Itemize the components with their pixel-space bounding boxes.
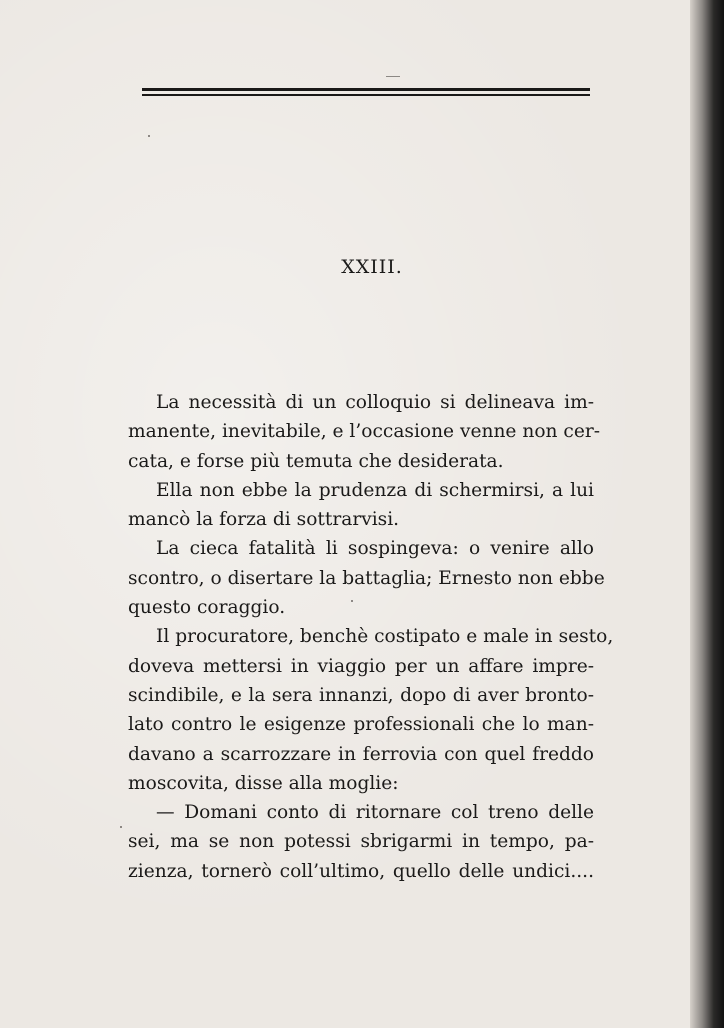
text-line: scontro, o disertare la battaglia; Ernesto non ebbe	[128, 567, 605, 589]
text-line: mancò la forza di sottrarvisi.	[128, 509, 400, 531]
text-line: La necessità di un colloquio si delineava im-	[156, 392, 594, 413]
top-rule-thick	[142, 88, 590, 91]
text-line: questo coraggio.	[128, 597, 286, 619]
top-rule-thin	[142, 94, 590, 96]
paper-speck	[148, 135, 150, 137]
text-line: moscovita, disse alla moglie:	[128, 772, 399, 794]
top-rule-tick	[386, 76, 400, 77]
text-line: Il procuratore, benchè costipato e male in sesto,	[156, 626, 614, 648]
text-line: doveva mettersi in viaggio per un affare impre-	[128, 655, 594, 677]
page-edge-shadow	[690, 0, 724, 1028]
text-line: scindibile, e la sera innanzi, dopo di aver bronto-	[128, 684, 594, 706]
text-line: cata, e forse più temuta che desiderata.	[128, 450, 504, 472]
body-text	[128, 388, 614, 886]
text-line: — Domani conto di ritornare col treno delle	[156, 802, 594, 824]
text-line: zienza, tornerò coll’ultimo, quello delle undici....	[128, 860, 594, 882]
paper-speck	[351, 600, 353, 602]
text-line: La cieca fatalità li sospingeva: o venire allo	[156, 538, 594, 560]
text-line: davano a scarrozzare in ferrovia con quel freddo	[128, 743, 594, 765]
chapter-heading: XXIII.	[341, 256, 403, 278]
text-line: lato contro le esigenze professionali che lo man-	[128, 714, 594, 736]
paper-speck	[120, 826, 122, 828]
text-line: sei, ma se non potessi sbrigarmi in tempo, pa-	[128, 831, 594, 853]
text-line: manente, inevitabile, e l’occasione venne non cer-	[128, 421, 600, 443]
text-line: Ella non ebbe la prudenza di schermirsi, a lui	[156, 479, 594, 501]
